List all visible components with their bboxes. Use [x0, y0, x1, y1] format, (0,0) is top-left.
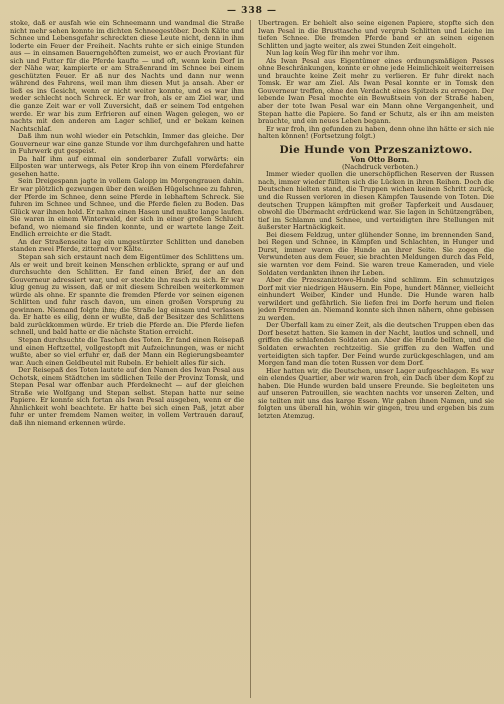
reprint-note: (Nachdruck verboten.): [341, 162, 419, 171]
right-column: [258, 20, 494, 698]
paragraph: An der Straßenseite lag ein umgestürzter Schlitten und daneben standen zwei Pferde, zitternd vor Kälte.: [10, 237, 244, 254]
page-number: — 338 —: [226, 6, 278, 16]
left-column: [10, 20, 244, 698]
paragraph: Stepan sah sich erstaunt nach dem Eigentümer des Schlittens um. Als er weit und breit keinen Menschen erblickte, sprang er auf und durchsuchte den Schlitten. Er fand einen Brief, der an den Gouverneur adressiert war, und er steckte ihn rasch zu sich. Er war klug genug zu wissen, daß er mit diesem Schreiben weiterkommen würde als ohne. Er spannte die fremden Pferde vor seinen eigenen Schlitten und fuhr rasch davon, um einen großen Vorsprung zu gewinnen. Niemand folgte ihm; die Straße lag einsam und verlassen da. Er hatte es eilig, denn er wußte, daß der Besitzer des Schlittens bald zurückkommen würde. Er trieb die Pferde an. Die Pferde liefen schnell, und bald hatte er die nächste Station erreicht.: [10, 252, 244, 337]
paragraph: Hier hatten wir, die Deutschen, unser Lager aufgeschlagen. Es war ein elendes Quartier, aber wir waren froh, ein Dach über dem Kopf zu haben. Die Hunde wurden bald unsere Freunde. Sie begleiteten uns auf unseren Patrouillen, sie wachten nachts vor unseren Zelten, und sie teilten mit uns das karge Essen. Wir gaben ihnen Namen, und sie folgten uns überall hin, wohin wir gingen, treu und ergeben bis zum letzten Atemzug.: [258, 366, 494, 420]
paragraph: Er war froh, ihn gefunden zu haben, denn ohne ihn hätte er sich nie halten können! (Fortsetzung folgt.): [258, 124, 494, 141]
paragraph: stoke, daß er ausfah wie ein Schneemann und wandmal die Straße nicht mehr sehen konnte im dichten Schneegestöber. Doch Kälte und Schnee und Lebensgefahr schreckten diese Leute nicht, denn in ihm loderte ein Feuer der Freiheit. Nachts ruhte er sich einige Stunden aus — in einsamen Bauerngehöften zumeist, wo er auch Proviant für sich und Futter für die Pferde kaufte — und oft, wenn kein Dorf in der Nähe war, kampierte er am Straßenrand im Schnee bei einem geschützten Feuer. Er aß nur des Nachts und dann nur wenn während des Fahrens, weil man ihm diesen Mut ja ansah. Aber er ließ es ins Gesicht, wenn er nicht weiter konnte, und es war ihm weder schlecht noch Schreck. Er war froh, als er am Ziel war, und die ganze Zeit war er voll Zuversicht, daß er seinem Tod entgehen werde. Er war bis zum Erfrieren auf einen Wagen gelegen, wo er nachts mit den anderen am Lager schlief, und er bekam keinen Nachtschlaf.: [10, 20, 244, 133]
paragraph: Da half ihm auf einmal ein sonderbarer Zufall vorwärts: ein Eilposten war unterwegs, als Peter Krop ihn von einem Pferdefahrer gesehen hatte.: [10, 154, 244, 178]
column-divider: [250, 20, 251, 698]
paragraph: Stepan durchsuchte die Taschen des Toten. Er fand einen Reisepaß und einen Heftzettel, vollgestopft mit Aufzeichnungen, was er nicht wußte, aber so viel erfuhr er, daß der Mann ein Regierungsbeamter war. Auch einen Geldbeutel mit Rubeln. Er behielt alles für sich.: [10, 335, 244, 367]
paragraph: Der Reisepaß des Toten lautete auf den Namen des Iwan Pesal aus Ochotsk, einem Städtchen im südlichen Teile der Provinz Tomsk, und Stepan Pesal war offenbar auch Pferdeknecht — auf der gleichen Straße wie Wolfgang und Stepan selbst. Stepan hatte nur seine Papiere. Er konnte sich fortan als Iwan Pesal ausgeben, wenn er die Ähnlichkeit wohl beachtete. Er hatte bei sich einen Paß, jetzt aber fuhr er unter fremdem Namen weiter, in vollem Vertrauen darauf, daß ihn niemand erkennen würde.: [10, 366, 244, 427]
paragraph: Immer wieder quollen die unerschöpflichen Reserven der Russen nach, immer wieder füllten sich die Lücken in ihren Reihen. Doch die Deutschen hielten stand, die Truppen wichen keinen Schritt zurück, und die Russen verloren in diesen Kämpfen Tausende von Toten. Die deutschen Truppen kämpften mit großer Tapferkeit und Ausdauer, obwohl die Übermacht erdrückend war. Sie lagen in Schützengräben, tief im Schlamm und Schnee, und verteidigten ihre Stellungen mit äußerster Hartnäckigkeit.: [258, 170, 494, 232]
paragraph: Nun lag kein Weg für ihn mehr vor ihm.: [266, 49, 400, 58]
byline: Von Otto Born.: [350, 155, 410, 165]
paragraph: Übertragen. Er behielt also seine eigenen Papiere, stopfte sich den Iwan Pesal in die Brusttasche und vergrub Schlitten und Leiche im tiefen Schnee. Die fremden Pferde band er an seinen eigenen Schlitten und jagte weiter, als zwei Stunden Zeit eingeholt.: [258, 20, 494, 50]
article-title: Die Hunde von Przeszaniztowo.: [279, 143, 473, 156]
paragraph: Sein Dreigespann jagte in vollem Galopp im Morgengrauen dahin. Er war plötzlich gezwungen über den weißen Hügelschnee zu fahren, der Pferde im Schnee, denn seine Pferde in lebhaftem Schreck. Sie fuhren im Schnee und Schnee, und die Pferde fielen zu Boden. Das Glück war ihnen hold. Er nahm einen Hasen und mußte lange laufen. Sie waren in einem Winterwald, der sich in einer großen Schlucht befand, wo niemand sie finden konnte, und er wartete lange Zeit. Endlich erreichte er die Stadt.: [10, 177, 244, 239]
paragraph: Der Überfall kam zu einer Zeit, als die deutschen Truppen eben das Dorf besetzt hatten. Sie kamen in der Nacht, lautlos und schnell, und griffen die schlafenden Soldaten an. Aber die Hunde bellten, und die Soldaten erwachten rechtzeitig. Sie griffen zu den Waffen und verteidigten sich tapfer. Der Feind wurde zurückgeschlagen, und am Morgen fand man die toten Russen vor dem Dorf.: [258, 321, 494, 368]
paragraph: Als Iwan Pesal aus Eigentümer eines ordnungsmäßigen Passes ohne Beschränkungen, konnte er ohne jede Heimlichkeit weiterreisen und brauchte keine Zeit mehr zu verlieren. Er fuhr direkt nach Tomsk. Er war am Ziel. Als Iwan Pesal konnte er in Tomsk den Gouverneur treffen, ohne den Verdacht eines Spitzels zu erregen. Der lebende Iwan Pesal mochte ein Bewußtsein von der Straße haben, aber der tote Iwan Pesal war ein Mann ohne Vergangenheit, und Stepan hatte die Papiere. So fand er Schutz, als er ihn am meisten brauchte, und ein neues Leben begann.: [258, 56, 494, 126]
paragraph: Daß ihm nun wohl wieder ein Petschkin, Immer das gleiche. Der Gouverneur war eine ganze Stunde vor ihm durchgefahren und hatte in Fuhrwerk gut gespeist.: [10, 132, 244, 156]
paragraph: Aber die Przeszaniztowo-Hunde sind schlimm. Ein schmutziges Dorf mit vier niedrigen Häusern. Ein Pope, hundert Männer, vielleicht einhundert Weiber, Kinder und Hunde. Die Hunde waren halb verwildert und gefährlich. Sie liefen frei im Dorfe herum und fielen jeden Fremden an. Niemand konnte sich ihnen nähern, ohne gebissen zu werden.: [258, 276, 494, 322]
paragraph: Bei diesem Feldzug, unter glühender Sonne, im brennenden Sand, bei Regen und Schnee, in Kämpfen und Schlachten, in Hunger und Durst, immer waren die Hunde an ihrer Seite. Sie zogen die Verwundeten aus dem Feuer, sie brachten Meldungen durch das Feld, sie warnten vor dem Feind. Sie waren treue Kameraden, und viele Soldaten verdankten ihnen ihr Leben.: [258, 230, 494, 277]
